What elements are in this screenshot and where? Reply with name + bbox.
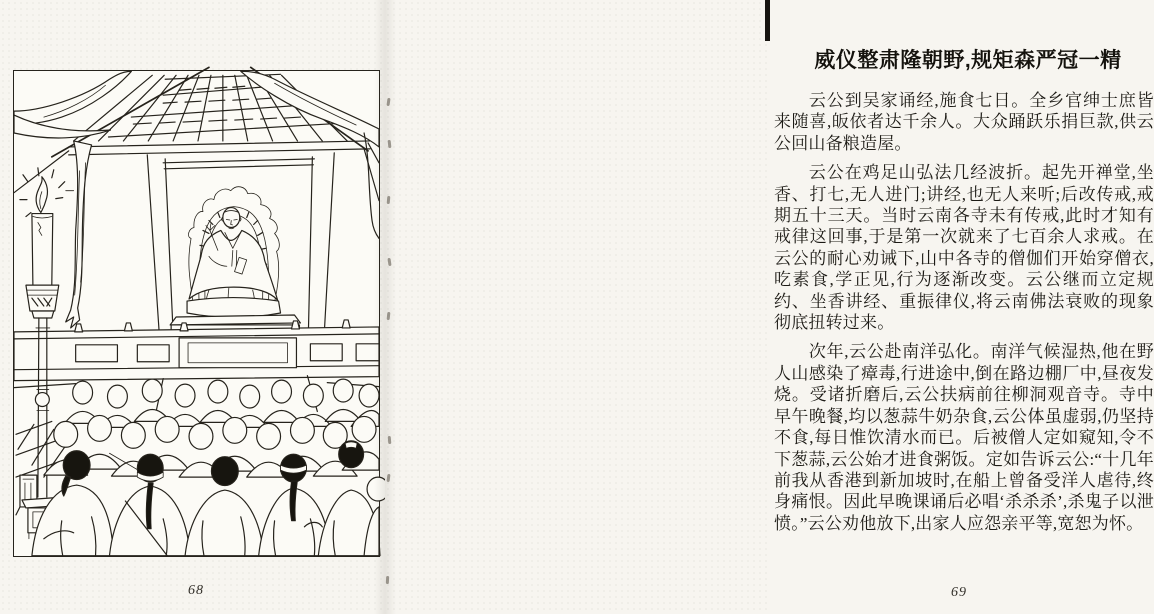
page-number-left: 68 [188,583,204,598]
seated-master-drawing [187,187,280,318]
chapter-title: 威仪整肃隆朝野,规矩森严冠一精 [814,49,1122,72]
scan-artifact [386,576,389,584]
right-page [385,0,1154,614]
scan-artifact [388,436,392,444]
left-page [0,0,385,614]
crowd-front-row-drawing [32,441,389,556]
illustration-drawing [14,71,379,556]
paragraph-3: 次年,云公赴南洋弘化。南洋气候湿热,他在野人山感染了瘴毒,行进途中,倒在路边棚厂中,昼夜发烧。受诸折磨后,云公扶病前往柳洞观音寺。寺中早午晚餐,均以葱蒜牛奶杂食,云公体虽虚弱,仍坚持不食,每日惟饮清水而已。后被僧人定如窥知,令不下葱蒜,云公始才进食粥饭。定如告诉云公:“十几年前我从香港到新加坡时,在船上曾备受洋人虐待,终身痛恨。因此早晚课诵后必唱‘杀杀杀’,杀鬼子以泄愤。”云公劝他放下,出家人应怨亲平等,宽恕为怀。 [774,342,1154,533]
page-edge-mark [765,0,770,41]
paragraph-1: 云公到吴家诵经,施食七日。全乡官绅士庶皆来随喜,皈依者达千余人。大众踊跃乐捐巨款,供云公回山备粮造屋。 [774,91,1154,153]
paragraph-2: 云公在鸡足山弘法几经波折。起先开禅堂,坐香、打七,无人进门;讲经,也无人来听;后改传戒,戒期五十三天。当时云南各寺未有传戒,此时才知有戒律这回事,于是第一次就来了七百余人求戒。在云公的耐心劝诫下,山中各寺的僧伽们开始穿僧衣,吃素食,学正见,行为逐渐改变。云公继而立定规约、坐香讲经、重振律仪,将云南佛法衰败的现象彻底扭转过来。 [774,163,1154,333]
candle-flame [36,177,47,213]
illustration-frame [13,70,380,557]
altar-railing-drawing [14,320,379,415]
crowd-back-row-drawing [65,379,379,427]
body-text [774,90,1154,534]
text-column [774,46,1154,542]
page-number-right: 69 [951,585,967,600]
